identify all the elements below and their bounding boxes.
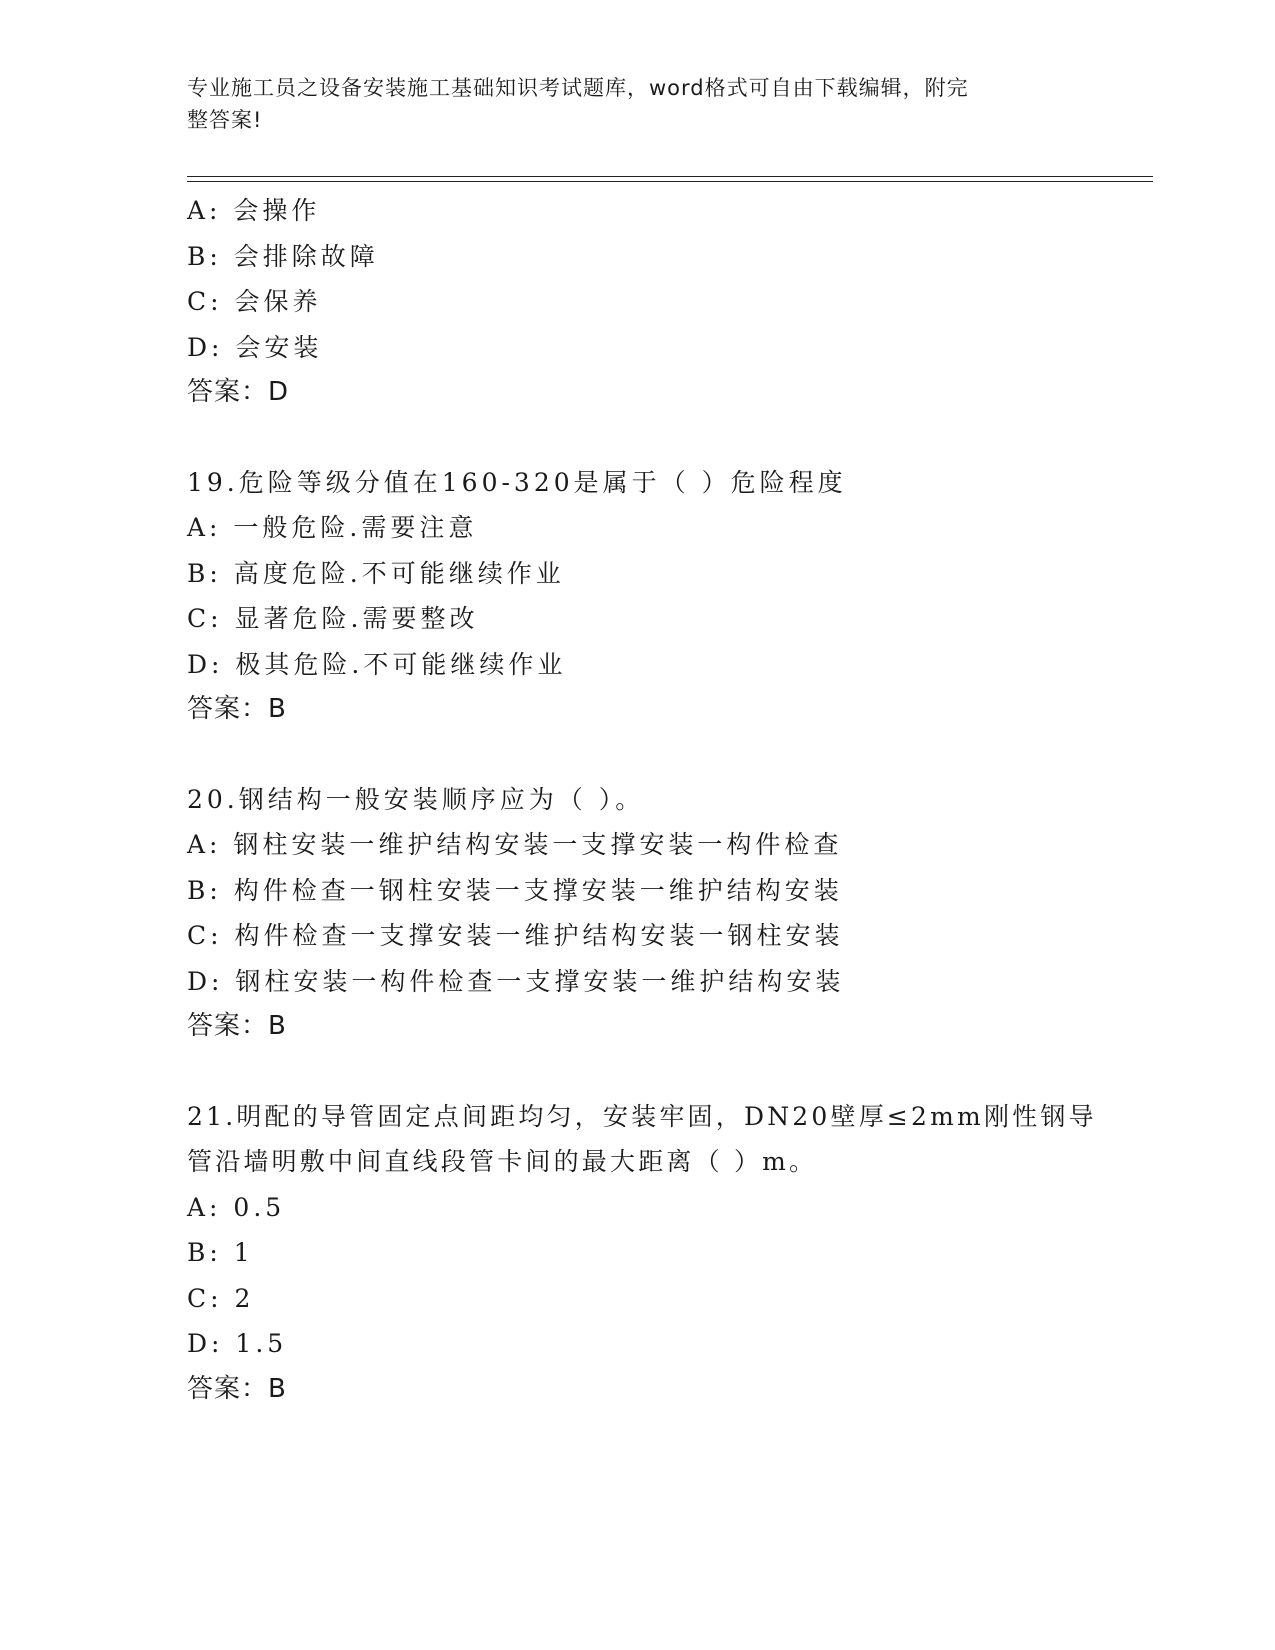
option-d: D: 钢柱安装一构件检查一支撑安装一维护结构安装	[187, 966, 845, 996]
spacer	[187, 733, 1137, 777]
question-19	[187, 460, 1137, 733]
header-line-2: 整答案!	[187, 108, 263, 132]
question-20	[187, 777, 1137, 1050]
option-b: B: 高度危险.不可能继续作业	[187, 558, 565, 588]
spacer	[187, 1050, 1137, 1094]
question-stem: 19.危险等级分值在160-320是属于（ ）危险程度	[187, 467, 847, 497]
question-18	[187, 188, 1137, 416]
option-a: A: 钢柱安装一维护结构安装一支撑安装一构件检查	[187, 830, 843, 859]
option-a: A: 会操作	[187, 196, 321, 225]
header-divider-bottom	[187, 181, 1153, 182]
option-c: C: 2	[187, 1283, 255, 1313]
document-header	[187, 72, 1067, 136]
answer: 答案：D	[187, 377, 290, 407]
option-c: C: 显著危险.需要整改	[187, 604, 479, 633]
option-d: D: 极其危险.不可能继续作业	[187, 649, 567, 679]
question-stem: 20.钢结构一般安装顺序应为（ ）。	[187, 784, 645, 814]
option-b: B: 1	[187, 1238, 254, 1267]
question-list	[187, 188, 1137, 1412]
answer: 答案：B	[187, 694, 287, 724]
option-b: B: 构件检查一钢柱安装一支撑安装一维护结构安装	[187, 875, 843, 905]
option-a: A: 0.5	[187, 1192, 286, 1222]
question-21	[187, 1094, 1137, 1413]
option-c: C: 会保养	[187, 287, 322, 316]
option-d: D: 1.5	[187, 1329, 288, 1358]
spacer	[187, 416, 1137, 460]
answer: 答案：B	[187, 1373, 287, 1404]
option-a: A: 一般危险.需要注意	[187, 513, 478, 542]
header-divider-top	[187, 176, 1153, 177]
option-c: C: 构件检查一支撑安装一维护结构安装一钢柱安装	[187, 921, 844, 950]
header-line-1: 专业施工员之设备安装施工基础知识考试题库，word格式可自由下载编辑，附完	[187, 76, 969, 100]
question-stem-line-2: 管沿墙明敷中间直线段管卡间的最大距离（ ）m。	[187, 1147, 818, 1176]
option-b: B: 会排除故障	[187, 241, 379, 271]
answer: 答案：B	[187, 1011, 287, 1041]
option-d: D: 会安装	[187, 332, 323, 362]
question-stem-line-1: 21.明配的导管固定点间距均匀，安装牢固，DN20壁厚≤2mm刚性钢导	[187, 1101, 1097, 1131]
